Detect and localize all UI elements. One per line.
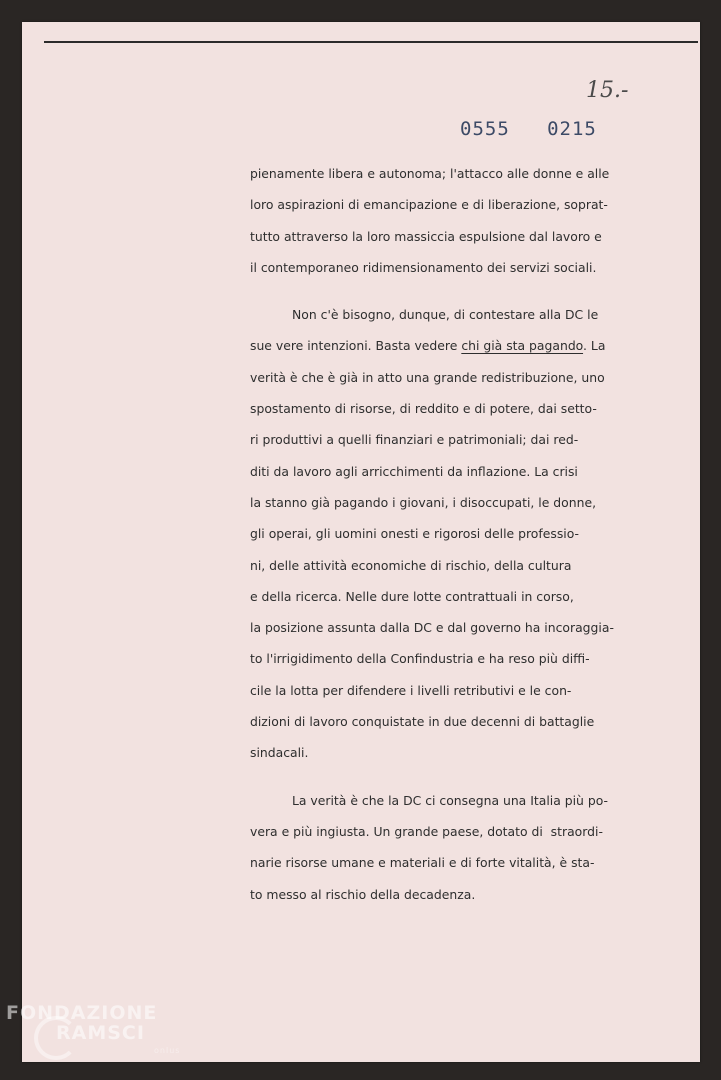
text-line: diti da lavoro agli arricchimenti da inflazione. La crisi [250,463,578,479]
watermark-line-2: RAMSCI [56,1022,145,1044]
text-line: to messo al rischio della decadenza. [250,886,476,902]
text-line: ni, delle attività economiche di rischio, della cultura [250,557,572,573]
text-line: vera e più ingiusta. Un grande paese, dotato di straordi- [250,823,603,839]
document-page [22,22,700,1062]
underlined-phrase: chi già sta pagando [461,338,584,354]
top-rule [44,41,698,43]
text-line: sindacali. [250,745,309,761]
text-span: . La [583,338,606,354]
handwritten-page-number: 15.- [586,78,629,103]
text-line: spostamento di risorse, di reddito e di potere, dai setto- [250,401,597,417]
archive-stamp-number: 0555 0215 [460,118,597,140]
text-line: e della ricerca. Nelle dure lotte contrattuali in corso, [250,588,574,604]
text-line: Non c'è bisogno, dunque, di contestare alla DC le [292,307,599,323]
body-text [250,158,670,910]
text-line: gli operai, gli uomini onesti e rigorosi delle professio- [250,526,579,542]
text-line: ri produttivi a quelli finanziari e patrimoniali; dai red- [250,432,579,448]
text-line: dizioni di lavoro conquistate in due decenni di battaglie [250,714,595,730]
text-line: il contemporaneo ridimensionamento dei servizi sociali. [250,259,597,275]
text-line [250,330,670,361]
text-line: La verità è che la DC ci consegna una Italia più po- [292,792,608,808]
text-span: sue vere intenzioni. Basta vedere [250,338,462,354]
watermark-line-1: FONDAZIONE [6,1002,158,1024]
fondazione-gramsci-watermark-logo [6,1002,181,1055]
watermark-line-3: onlus [154,1046,181,1055]
paragraph [250,299,670,768]
text-line: to l'irrigidimento della Confindustria e ha reso più diffi- [250,651,590,667]
text-line: loro aspirazioni di emancipazione e di liberazione, soprat- [250,197,608,213]
paragraph [250,785,670,910]
g-ring-icon [34,1016,78,1060]
text-line: la posizione assunta dalla DC e dal governo ha incoraggia- [250,620,614,636]
text-line: pienamente libera e autonoma; l'attacco alle donne e alle [250,166,610,181]
paragraph [250,158,670,283]
text-line: tutto attraverso la loro massiccia espulsione dal lavoro e [250,228,602,244]
text-line: verità è che è già in atto una grande redistribuzione, uno [250,369,605,385]
text-line: la stanno già pagando i giovani, i disoccupati, le donne, [250,494,597,510]
text-line: narie risorse umane e materiali e di forte vitalità, è sta- [250,855,595,871]
text-line: cile la lotta per difendere i livelli retributivi e le con- [250,682,572,698]
